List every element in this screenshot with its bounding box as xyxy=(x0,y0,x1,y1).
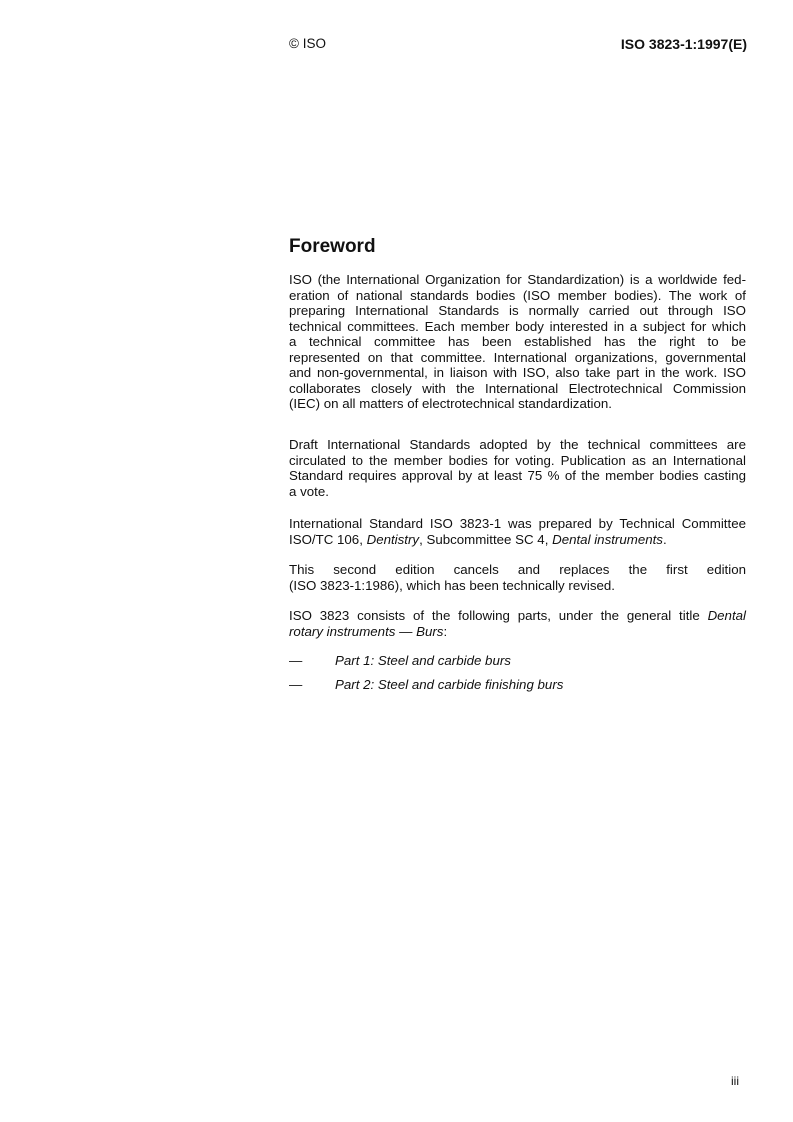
text-line: represented on that committee. International organizations, governmental xyxy=(289,349,746,365)
paragraph-draft-standards xyxy=(289,437,746,499)
dash-bullet: — xyxy=(289,653,303,668)
text-line: and non-governmental, in liaison with ISO, also take part in the work. ISO xyxy=(289,365,746,380)
text-fragment: . xyxy=(662,531,667,547)
paragraph-iso-intro xyxy=(289,272,746,412)
paragraph-preparation xyxy=(289,516,746,547)
text-line: circulated to the member bodies for voting. Publication as an International xyxy=(289,452,746,468)
part-title: Part 1: Steel and carbide burs xyxy=(335,653,511,668)
text-line xyxy=(289,624,746,640)
text-line: Draft International Standards adopted by the technical committees are xyxy=(289,437,746,452)
paragraph-parts xyxy=(289,608,746,639)
text-line: This second edition cancels and replaces the first edition xyxy=(289,562,746,577)
text-line: Standard requires approval by at least 75 % of the member bodies casting xyxy=(289,468,746,483)
dash-bullet: — xyxy=(289,677,303,692)
text-line: technical committees. Each member body interested in a subject for which xyxy=(289,318,746,334)
subcommittee-name: Dental instruments xyxy=(552,531,663,547)
page-header-document-id: ISO 3823-1:1997(E) xyxy=(620,36,747,52)
committee-name: Dentistry xyxy=(366,531,420,547)
text-line xyxy=(289,608,746,624)
text-fragment: , Subcommittee SC 4, xyxy=(419,531,553,547)
page-header-left: © ISO xyxy=(289,36,326,51)
page-number: iii xyxy=(731,1074,739,1088)
text-line: International Standard ISO 3823-1 was prepared by Technical Committee xyxy=(289,516,746,531)
text-line: eration of national standards bodies (ISO member bodies). The work of xyxy=(289,287,746,303)
text-line: a vote. xyxy=(289,483,329,499)
text-line: (ISO 3823-1:1986), which has been technically revised. xyxy=(289,577,615,593)
paragraph-edition xyxy=(289,562,746,593)
text-line: preparing International Standards is normally carried out through ISO xyxy=(289,303,746,318)
text-line xyxy=(289,532,746,548)
general-title: Dental xyxy=(707,608,746,623)
text-line: ISO (the International Organization for Standardization) is a worldwide fed- xyxy=(289,272,746,287)
text-line: (IEC) on all matters of electrotechnical standardization. xyxy=(289,396,612,411)
text-line: a technical committee has been established has the right to be xyxy=(289,334,746,349)
text-fragment: : xyxy=(443,623,448,639)
general-title: rotary instruments — Burs xyxy=(289,623,444,639)
section-title: Foreword xyxy=(289,236,376,257)
text-line: collaborates closely with the International Electrotechnical Commission xyxy=(289,380,746,396)
text-fragment: ISO 3823 consists of the following parts, under the general title xyxy=(289,608,708,623)
text-fragment: ISO/TC 106, xyxy=(289,531,367,547)
part-title: Part 2: Steel and carbide finishing burs xyxy=(335,677,564,692)
